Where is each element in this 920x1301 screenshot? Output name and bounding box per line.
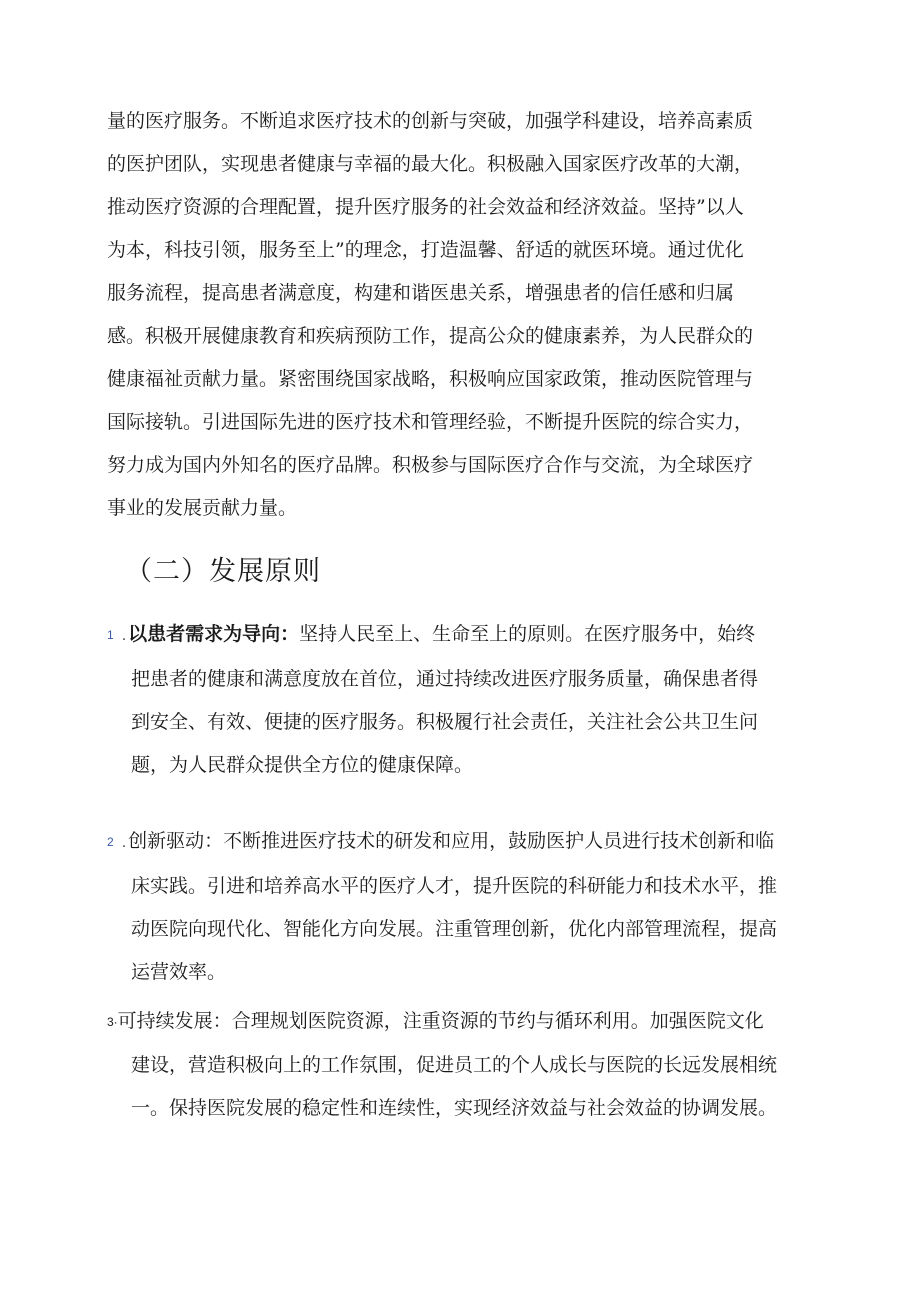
intro-line: 为本，科技引领，服务至上”的理念，打造温馨、舒适的就医环境。通过优化 [107, 239, 744, 261]
item-lead: 可持续发展： [117, 1010, 232, 1032]
principle-item-2 [107, 820, 812, 994]
item-separator: . [121, 835, 127, 851]
item-line: 题，为人民群众提供全方位的健康保障。 [131, 754, 474, 776]
intro-paragraph [107, 100, 807, 530]
intro-line: 国际接轨。引进国际先进的医疗技术和管理经验，不断提升医院的综合实力， [107, 411, 754, 433]
intro-line: 服务流程，提高患者满意度，构建和谐医患关系，增强患者的信任感和归属 [107, 282, 735, 304]
intro-line: 健康福祉贡献力量。紧密围绕国家战略，积极响应国家政策，推动医院管理与 [107, 368, 754, 390]
intro-line: 努力成为国内外知名的医疗品牌。积极参与国际医疗合作与交流，为全球医疗 [107, 454, 754, 476]
item-text: 不断推进医疗技术的研发和应用，鼓励医护人员进行技术创新和临 [223, 830, 775, 852]
item-line: 运营效率。 [131, 961, 227, 983]
item-line: 动医院向现代化、智能化方向发展。注重管理创新，优化内部管理流程，提高 [131, 918, 778, 940]
intro-line: 量的医疗服务。不断追求医疗技术的创新与突破，加强学科建设，培养高素质 [107, 110, 754, 132]
intro-line: 事业的发展贡献力量。 [107, 497, 298, 519]
intro-line: 的医护团队，实现患者健康与幸福的最大化。积极融入国家医疗改革的大潮， [107, 153, 754, 175]
item-number: 3· [107, 1014, 118, 1029]
item-separator: . [121, 628, 127, 644]
principle-item-1 [107, 613, 812, 787]
item-line: 建设，营造积极向上的工作氛围，促进员工的个人成长与医院的长远发展相统 [131, 1053, 778, 1076]
item-number: 1 [107, 627, 114, 642]
item-text: 坚持人民至上、生命至上的原则。在医疗服务中，始终 [299, 623, 756, 645]
section-heading: （二）发展原则 [125, 556, 321, 587]
item-line: 到安全、有效、便捷的医疗服务。积极履行社会责任，关注社会公共卫生问 [131, 711, 759, 733]
item-lead: 以患者需求为导向： [128, 623, 300, 645]
item-lead: 创新驱动： [128, 830, 224, 852]
item-line: 一。保持医院发展的稳定性和连续性，实现经济效益与社会效益的协调发展。 [131, 1096, 778, 1119]
intro-line: 感。积极开展健康教育和疾病预防工作，提高公众的健康素养，为人民群众的 [107, 325, 754, 347]
item-line: 把患者的健康和满意度放在首位，通过持续改进医疗服务质量，确保患者得 [131, 668, 759, 690]
item-text: 合理规划医院资源，注重资源的节约与循环利用。加强医院文化 [231, 1010, 764, 1032]
intro-line: 推动医疗资源的合理配置，提升医疗服务的社会效益和经济效益。坚持”以人 [107, 196, 744, 218]
principle-item-3 [107, 1000, 812, 1130]
item-line: 床实践。引进和培养高水平的医疗人才，提升医院的科研能力和技术水平，推 [131, 875, 778, 897]
item-number: 2 [107, 834, 114, 849]
